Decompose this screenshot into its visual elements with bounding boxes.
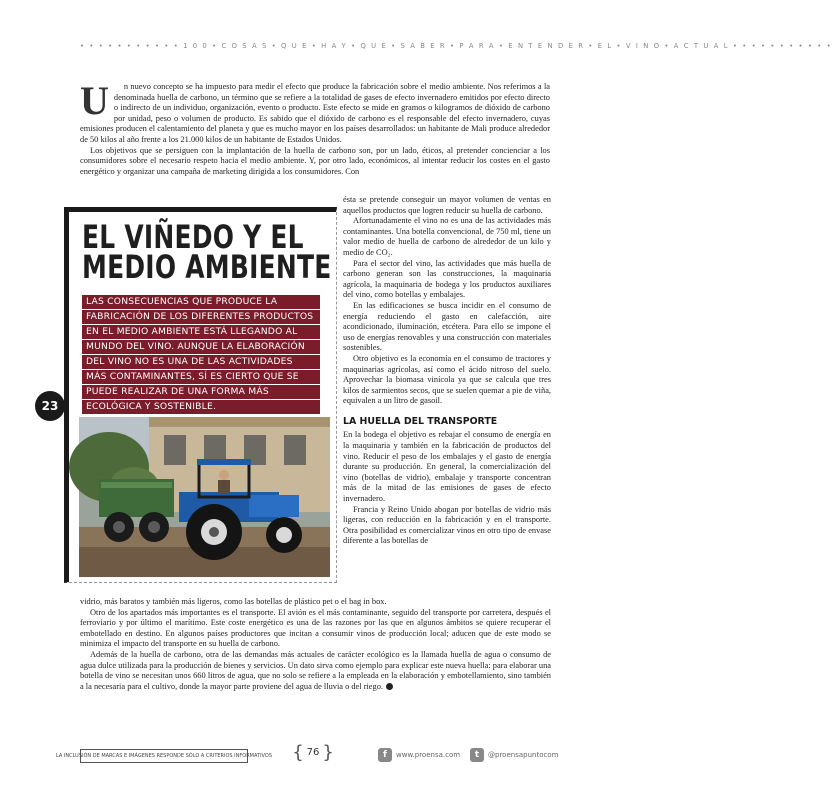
lead-paragraph	[82, 295, 320, 415]
right-paragraph-4: En las edificaciones se busca incidir en el consumo de energía reduciendo el gasto en calefacción, aire acondicionado, iluminación, etcétera. Para ello se impone el uso de energías renovables y una construcción con materiales sostenibles.	[343, 300, 551, 353]
right-paragraph-1: ésta se pretende conseguir un mayor volumen de ventas en aquellos productos que logren reducir su huella de carbono.	[343, 195, 551, 215]
lead-line: FABRICACIÓN DE LOS DIFERENTES PRODUCTOS	[82, 310, 320, 324]
section-number-badge: 23	[35, 391, 65, 421]
right-paragraph-5: Otro objetivo es la economía en el consumo de tractores y maquinarias agrícolas, así como el ácido nitroso del suelo. Aprovechar la biomasa vinícola ya que se calcula que tres kilos de sarmientos secos, que se suelen quemar a pie de viña, equivalen a un litro de gasoil.	[343, 353, 551, 406]
twitter-link[interactable]	[470, 748, 558, 762]
intro-paragraph-2: Los objetivos que se persiguen con la implantación de la huella de carbono son, por un lado, éticos, al pretender concienciar a los consumidores sobre el necesario respeto hacia el medio ambiente. Y, por otro lado, económicos, al intentar reducir los costes en el gasto energético y organizar una campaña de marketing dirigida a los consumidores. Con	[80, 145, 550, 176]
bottom-text	[80, 597, 551, 692]
intro-text	[80, 78, 550, 177]
lead-line: MÁS CONTAMINANTES, SÍ ES CIERTO QUE SE	[82, 370, 320, 384]
title-line-1: EL VIÑEDO Y EL	[82, 218, 304, 256]
facebook-url: www.proensa.com	[396, 751, 461, 759]
facebook-link[interactable]	[378, 748, 460, 762]
twitter-icon: t	[470, 748, 484, 762]
right-paragraph-2: Afortunadamente el vino no es una de las actividades más contaminantes. Una botella convencional, de 750 ml, tiene un valor medio de huella de carbono de alrededor de un kilo y medio de CO₂.	[343, 216, 551, 257]
lead-line: EN EL MEDIO AMBIENTE ESTÁ LLEGANDO AL	[82, 325, 320, 339]
page-number-block	[292, 741, 334, 763]
drop-cap: U	[80, 78, 109, 123]
lead-line: MUNDO DEL VINO. AUNQUE LA ELABORACIÓN	[82, 340, 320, 354]
right-paragraph-6: En la bodega el objetivo es rebajar el consumo de energía en la maquinaria y también en la fabricación de productos del vino. Reducir el peso de los embalajes y el gasto de energía durante su producción. En general, la comercialización del vino (botellas de vidrio), embalaje y transporte concentran más de la mitad de las emisiones de gases de efecto invernadero.	[343, 430, 551, 504]
left-brace: {	[292, 741, 304, 763]
running-header: • • • • • • • • • • • 1 0 0 • C O S A S • Q U E • H A Y • Q U E • S A B E R • P A R A • E N T E N D E R • E L • V I N O • A C T U A L • • • • • • • • • • •	[80, 42, 832, 50]
right-brace: }	[322, 741, 334, 763]
twitter-handle: @proensapuntocom	[488, 751, 559, 759]
tractor-photo	[79, 417, 330, 577]
title-line-2: MEDIO AMBIENTE	[82, 248, 332, 286]
footer-disclaimer: LA INCLUSIÓN DE MARCAS E IMÁGENES RESPONDE SÓLO A CRITERIOS INFORMATIVOS	[80, 749, 248, 763]
bottom-paragraph-1: vidrio, más baratos y también más ligeros, como las botellas de plástico pet o el bag in box.	[80, 597, 387, 606]
lead-line: LAS CONSECUENCIAS QUE PRODUCE LA	[82, 295, 320, 309]
right-paragraph-7: Francia y Reino Unido abogan por botellas de vidrio más ligeras, con reducción en la fabricación y en el transporte. Otra posibilidad es comercializar vinos en otro tipo de envase diferente a las botellas de	[343, 504, 551, 546]
end-of-article-mark	[386, 683, 393, 690]
lead-line: ECOLÓGICA Y SOSTENIBLE.	[82, 400, 320, 414]
right-paragraph-3: Para el sector del vino, las actividades que más huella de carbono generan son las construcciones, la maquinaria agrícola, la maquinaria de bodega y los productos auxiliares del vino, como botellas y embalajes.	[343, 258, 551, 300]
bottom-paragraph-3-text: Además de la huella de carbono, otra de las demandas más actuales de carácter ecológico es la llamada huella de agua o consumo de agua dulce utilizada para la producción de bienes y servicios. Un dato sirva como ejemplo para explicar este nueva huella: para elaborar una botella de vino se necesitan unos 660 litros de agua, que no solo se refiere a la empleada en la elaboración y embotellamiento, sino también a la necesaria para el cultivo, donde la mayor parte proviene del agua de lluvia o del riego.	[80, 649, 551, 691]
article-title	[82, 218, 332, 286]
right-column	[343, 195, 551, 547]
bottom-paragraph-2: Otro de los apartados más importantes es el transporte. El avión es el más contaminante, seguido del transporte por carretera, después el ferroviario y por último el marítimo. Este coste energético es una de las razones por las que en algunos ámbitos se quiere recuperar el embotellado en destino. En algunos países productores que incitan a consumir vinos de producción local; aducen que de este modo se minimiza el impacto del transporte en su huella de carbono.	[80, 607, 551, 649]
subheading-transport: LA HUELLA DEL TRANSPORTE	[343, 415, 498, 427]
page-number: 76	[306, 746, 320, 758]
tractor-illustration	[79, 417, 330, 577]
intro-paragraph-1: n nuevo concepto se ha impuesto para medir el efecto que produce la fabricación sobre el medio ambiente. Nos referimos a la denominada huella de carbono, un término que se refiere a la totalidad de gases de efecto invernadero emitidos por efecto directo o indirecto de un individuo, organización, evento o producto. Este efecto se mide en gramos o kilogramos de dióxido de carbono por unidad, peso o volumen de producto. Es sabido que el dióxido de carbono es el responsable del efecto invernadero, cuyas emisiones producen el calentamiento del planeta y que es mucho mayor en los países desarrollados: un habitante de Mali produce alrededor de 50 kilos al año frente a los 21.000 kilos de un habitante de Estados Unidos.	[80, 82, 550, 144]
lead-line: DEL VINO NO ES UNA DE LAS ACTIVIDADES	[82, 355, 320, 369]
lead-line: PUEDE REALIZAR DE UNA FORMA MÁS	[82, 385, 320, 399]
facebook-icon: f	[378, 748, 392, 762]
bottom-paragraph-3	[80, 650, 551, 692]
